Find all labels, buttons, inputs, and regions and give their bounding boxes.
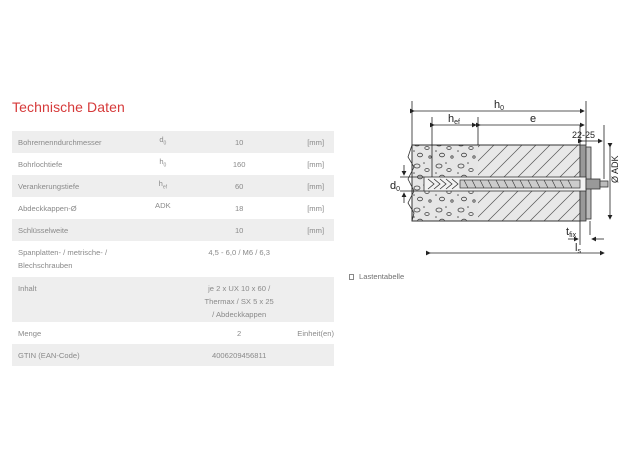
label-adk: Ø ADK (610, 155, 620, 183)
label-e: e (530, 113, 537, 125)
table-row (12, 241, 334, 277)
specs-table (12, 131, 334, 366)
row-symbol: $d_0$ (145, 131, 181, 153)
label-range: 22-25 (572, 130, 596, 140)
row-unit: [mm] (297, 131, 334, 153)
table-row (12, 322, 334, 344)
row-value: 18 (234, 203, 244, 213)
row-label: Abdeckkappen-Ø (18, 203, 77, 213)
table-row (12, 131, 334, 153)
row-value: je 2 x UX 10 x 60 / Thermax / SX 5 x 25 / Abdeckkappen (181, 277, 297, 322)
row-unit (297, 241, 334, 277)
load-table-label[interactable]: Lastentabelle (359, 272, 405, 281)
row-label: Schlüsselweite (12, 219, 145, 241)
row-unit: [mm] (297, 219, 334, 241)
anchor-body (424, 177, 608, 191)
row-symbol (145, 219, 181, 241)
row-value: 10 (181, 131, 297, 153)
row-value: 10 (181, 219, 297, 241)
row-unit (297, 277, 334, 322)
row-unit: [mm] (307, 159, 325, 169)
row-label: Spanplatten- / metrische- / Blechschrauben (18, 248, 108, 270)
label-tfix: tfix (566, 226, 577, 239)
row-label: GTIN (EAN-Code) (12, 344, 145, 366)
row-unit: [mm] (297, 175, 334, 197)
row-unit: [mm] (307, 203, 325, 213)
load-table-link[interactable] (349, 272, 404, 281)
table-row (12, 277, 334, 322)
row-value: 4006209456811 (181, 344, 297, 366)
row-label: Bohrernenndurchmesser (12, 131, 145, 153)
section-title: Technische Daten (12, 99, 125, 115)
label-ls: ls (575, 242, 581, 255)
label-d0: d0 (390, 180, 401, 193)
row-unit: Einheit(en) (297, 328, 334, 338)
row-value: 4,5 - 6,0 / M6 / 6,3 (208, 248, 270, 257)
row-label: Inhalt (12, 277, 145, 322)
table-row (12, 219, 334, 241)
row-label: Bohrlochtiefe (18, 159, 63, 169)
row-value: 60 (181, 175, 297, 197)
row-label: Verankerungstiefe (12, 175, 145, 197)
table-row (12, 153, 334, 175)
row-symbol: $h_{ef}$ (145, 175, 181, 197)
row-symbol: ADK (155, 201, 171, 211)
table-row (12, 175, 334, 197)
row-symbol (145, 241, 181, 277)
label-hef: hef (448, 113, 460, 126)
row-label: Menge (18, 328, 42, 338)
row-value: 160 (232, 159, 246, 169)
row-symbol: $h_0$ (159, 157, 167, 169)
table-row (12, 344, 334, 366)
row-unit (297, 344, 334, 366)
row-symbol (145, 277, 181, 322)
table-row (12, 197, 334, 219)
anchor-technical-drawing (390, 95, 622, 265)
row-symbol (145, 344, 181, 366)
document-icon (349, 274, 354, 280)
label-h0: h0 (494, 99, 505, 112)
row-value: 2 (237, 328, 242, 338)
row-symbol (145, 322, 181, 344)
